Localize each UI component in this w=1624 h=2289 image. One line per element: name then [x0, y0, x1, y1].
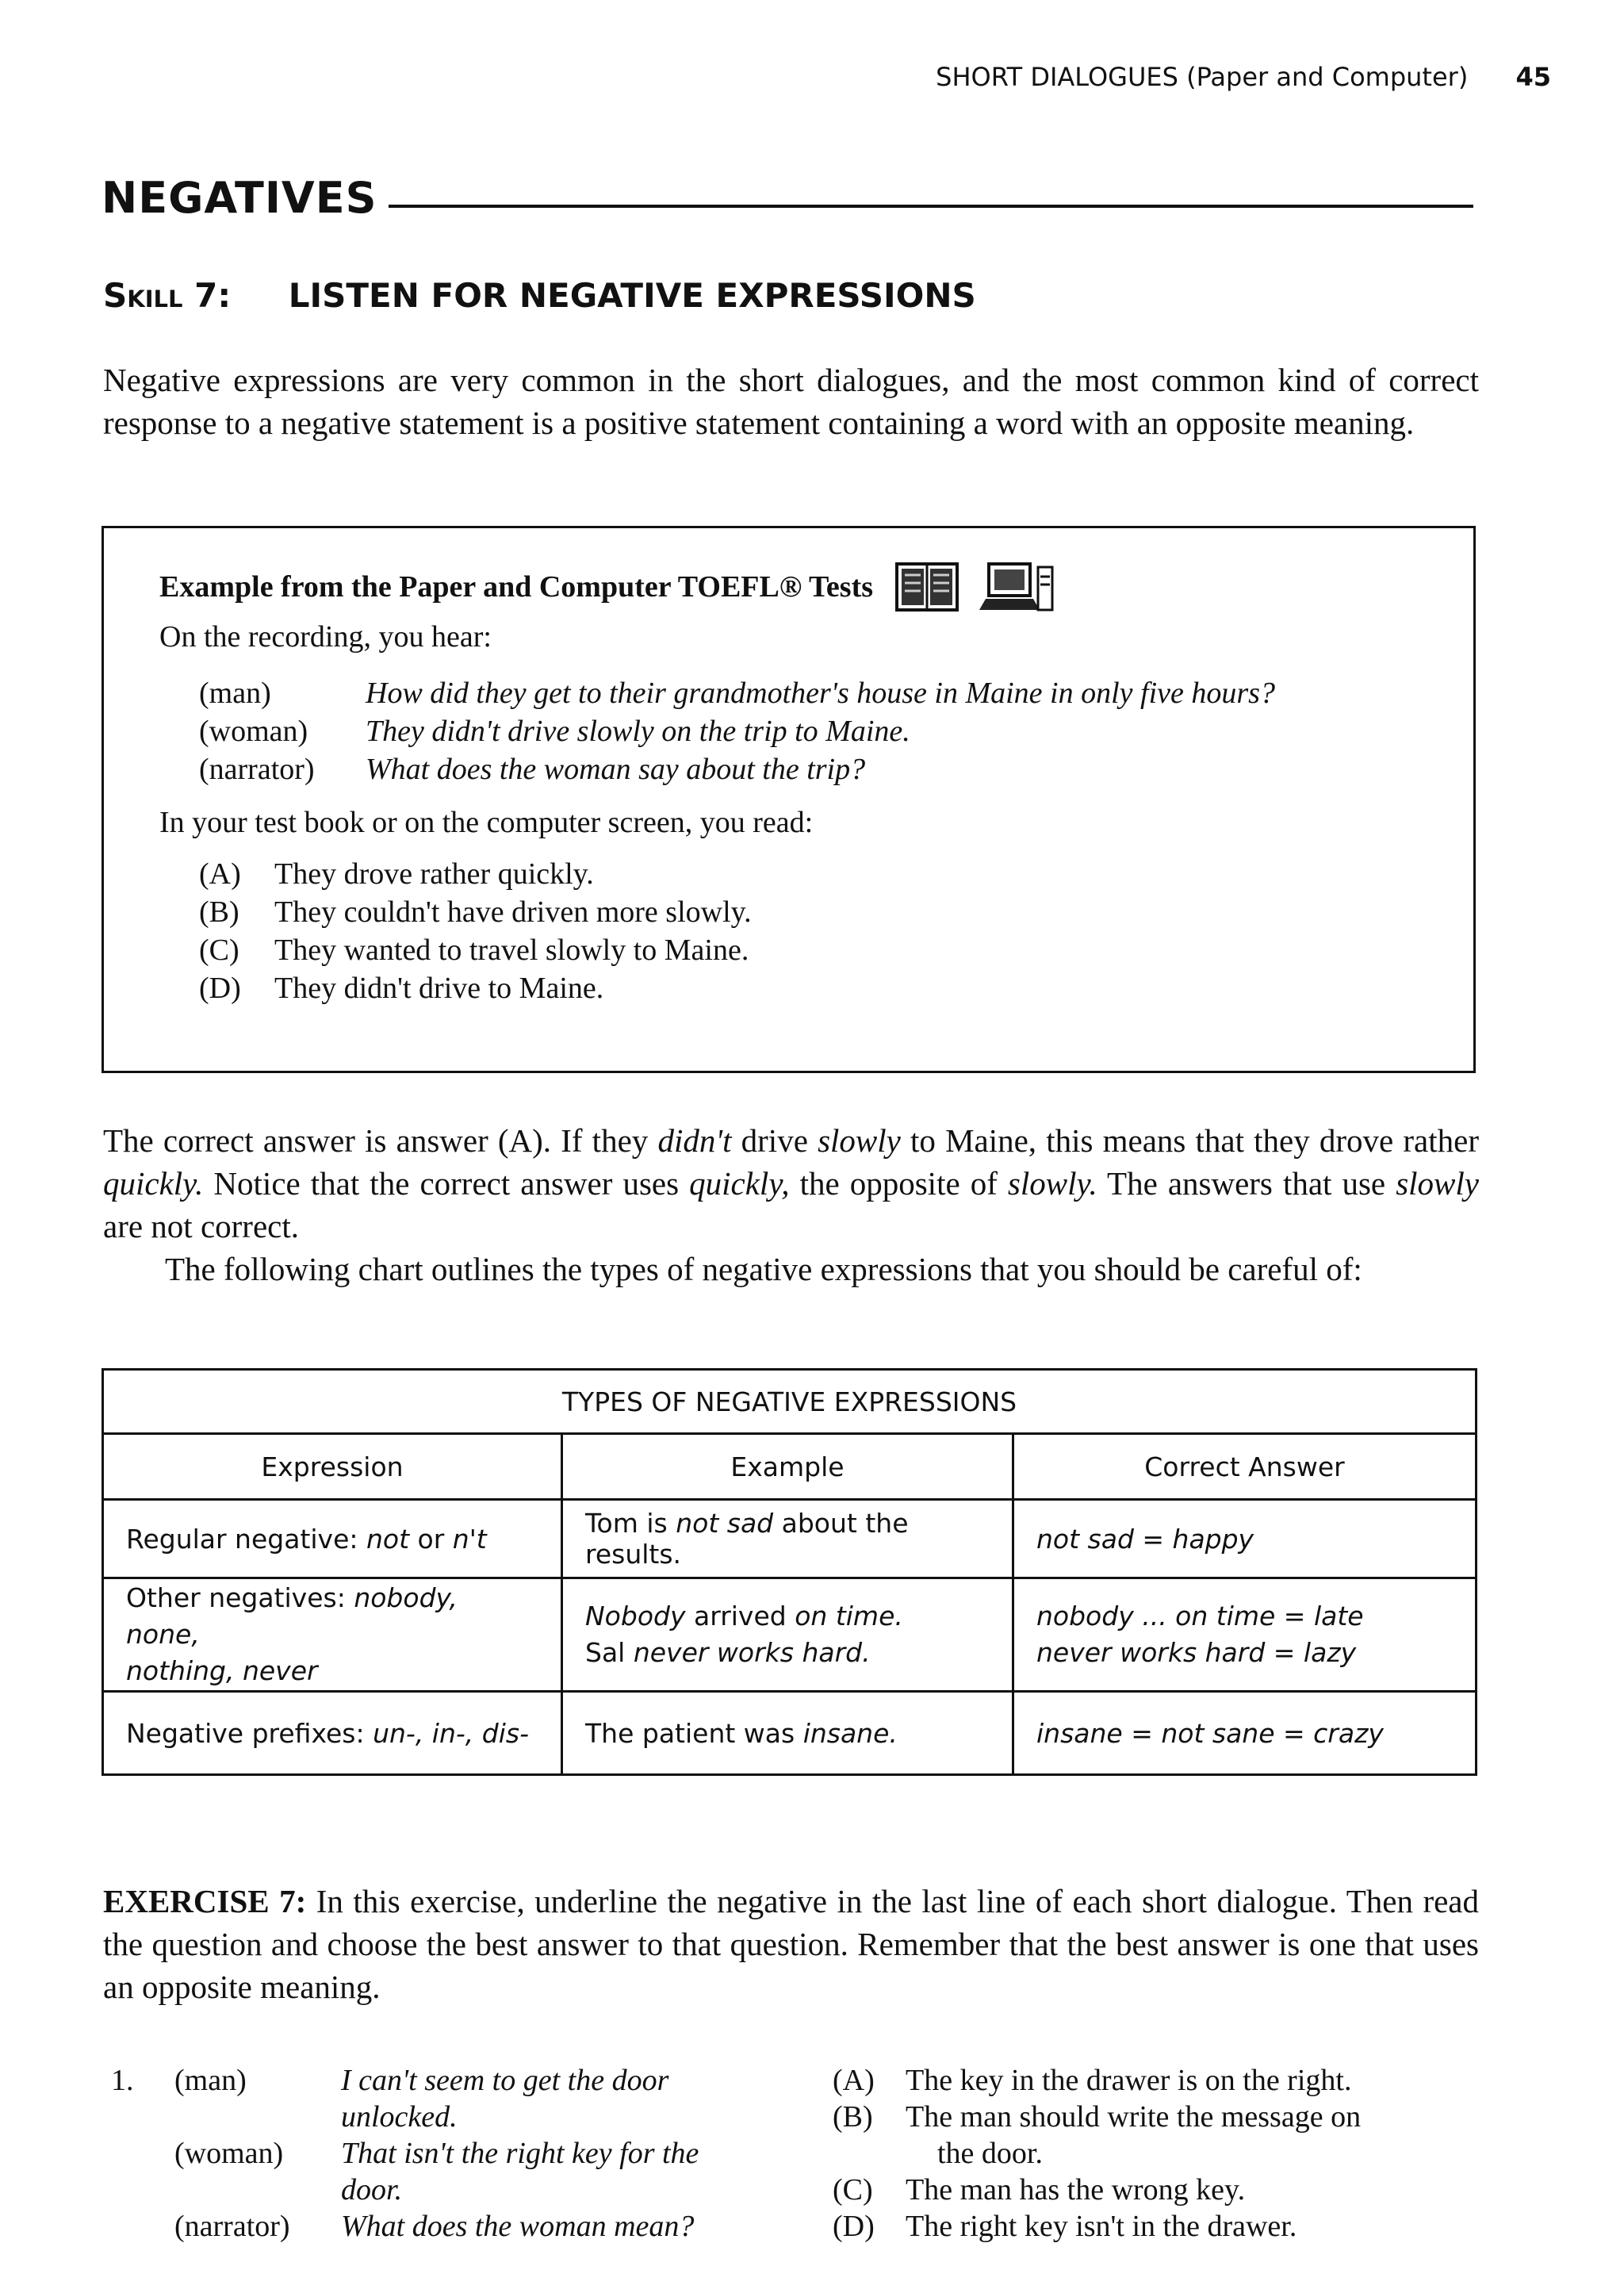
example-cell: The patient was insane.: [562, 1692, 1013, 1775]
explanation-paragraph-1: The correct answer is answer (A). If they didn't drive slowly to Maine, this means that they drove rather quickly. Notice that the correct answer uses quickly, the opposite of slowly. The answers that use slowly are not correct.: [103, 1122, 1479, 1244]
speaker: (woman): [199, 715, 308, 748]
expression-cell: Other negatives: nobody, none, nothing, never: [103, 1578, 562, 1692]
dialogue-text: They didn't drive slowly on the trip to Maine.: [366, 715, 910, 748]
option-letter: (B): [833, 2100, 873, 2134]
exercise-instructions: [103, 1880, 1479, 2008]
option-text: They didn't drive to Maine.: [274, 972, 604, 1005]
option-text: The man should write the message on: [906, 2100, 1362, 2134]
speaker: (narrator): [174, 2210, 290, 2243]
dialogue-line: [159, 750, 1442, 788]
example-cell: Nobody arrived on time. Sal never works hard.: [562, 1578, 1013, 1692]
answer-option[interactable]: [833, 2099, 1491, 2135]
option-letter: (B): [199, 895, 239, 929]
answer-option[interactable]: [833, 2208, 1491, 2245]
answer-cell: insane = not sane = crazy: [1013, 1692, 1477, 1775]
dialogue-text: What does the woman mean?: [341, 2210, 695, 2243]
running-header: [936, 62, 1551, 92]
section-title: [102, 173, 1473, 223]
example-cell: Tom is not sad about the results.: [562, 1500, 1013, 1578]
example-box: [102, 526, 1476, 1073]
intro-text: Negative expressions are very common in the short dialogues, and the most common kind of correct response to a negative statement is a positive statement containing a word with an opposite meaning.: [103, 362, 1479, 441]
answer-option: [159, 855, 1442, 893]
computer-icon: [975, 562, 1054, 612]
speaker: (man): [199, 677, 271, 710]
exercise-label: EXERCISE 7:: [103, 1883, 307, 1919]
example-options: [159, 855, 1442, 1007]
intro-paragraph: [103, 358, 1479, 444]
answer-option[interactable]: [833, 2062, 1491, 2099]
expression-cell: Negative prefixes: un-, in-, dis-: [103, 1692, 562, 1775]
dialogue-text: I can't seem to get the door: [341, 2064, 669, 2097]
exercise-text: In this exercise, underline the negative in the last line of each short dialogue. Then read the question and choose the best answer to that question. Remember that the best answer is one that uses an opposite meaning.: [103, 1883, 1479, 2005]
answer-option: [159, 893, 1442, 931]
column-header: Expression: [103, 1434, 562, 1500]
option-letter: (C): [199, 934, 239, 967]
section-title-text: NEGATIVES: [102, 173, 377, 223]
read-label: In your test book or on the computer screen, you read:: [159, 806, 814, 839]
option-letter: (A): [199, 857, 241, 891]
question-number: 1.: [111, 2064, 134, 2097]
speaker: (woman): [174, 2137, 284, 2170]
question-1-options: [833, 2062, 1491, 2245]
question-1-dialogue: [111, 2062, 745, 2245]
column-header: Correct Answer: [1013, 1434, 1477, 1500]
option-letter: (A): [833, 2064, 875, 2097]
option-letter: (D): [199, 972, 241, 1005]
example-dialogue: [159, 674, 1442, 788]
page-number: 45: [1515, 62, 1551, 92]
table-caption: TYPES OF NEGATIVE EXPRESSIONS: [103, 1370, 1477, 1434]
option-text: the door.: [937, 2137, 1043, 2170]
speaker: (narrator): [199, 753, 315, 786]
option-text: They drove rather quickly.: [274, 857, 594, 891]
dialogue-text: What does the woman say about the trip?: [366, 753, 866, 786]
skill-label: Skill 7:: [103, 276, 232, 315]
option-letter: (D): [833, 2210, 875, 2243]
skill-heading: [103, 276, 976, 315]
speaker: (man): [174, 2064, 247, 2097]
negative-expressions-table: [102, 1368, 1477, 1776]
answer-cell: nobody ... on time = late never works hard = lazy: [1013, 1578, 1477, 1692]
answer-option[interactable]: [833, 2172, 1491, 2208]
option-text: They wanted to travel slowly to Maine.: [274, 934, 749, 967]
option-text: They couldn't have driven more slowly.: [274, 895, 752, 929]
example-heading: [159, 563, 1442, 611]
book-icon: [895, 562, 959, 612]
explanation: [103, 1119, 1479, 1290]
example-heading-text: Example from the Paper and Computer TOEFL® Tests: [159, 570, 874, 604]
answer-option: [159, 931, 1442, 969]
skill-title: LISTEN FOR NEGATIVE EXPRESSIONS: [288, 276, 976, 315]
answer-option-continued: [833, 2135, 1491, 2172]
option-text: The right key isn't in the drawer.: [906, 2210, 1297, 2243]
table-row: [103, 1692, 1477, 1775]
dialogue-line: [159, 712, 1442, 750]
expression-cell: Regular negative: not or n't: [103, 1500, 562, 1578]
table-row: [103, 1578, 1477, 1692]
dialogue-text: That isn't the right key for the: [341, 2137, 699, 2170]
option-text: The man has the wrong key.: [906, 2173, 1246, 2207]
table-row: [103, 1500, 1477, 1578]
section-title-rule: [389, 205, 1473, 208]
option-text: The key in the drawer is on the right.: [906, 2064, 1352, 2097]
explanation-paragraph-2: The following chart outlines the types of negative expressions that you should be careful of:: [165, 1251, 1362, 1287]
dialogue-text: unlocked.: [341, 2100, 458, 2134]
column-header: Example: [562, 1434, 1013, 1500]
option-letter: (C): [833, 2173, 873, 2207]
answer-option: [159, 969, 1442, 1007]
answer-cell: not sad = happy: [1013, 1500, 1477, 1578]
hear-label: On the recording, you hear:: [159, 620, 492, 654]
dialogue-text: How did they get to their grandmother's house in Maine in only five hours?: [366, 677, 1275, 710]
dialogue-text: door.: [341, 2173, 403, 2207]
dialogue-line: [159, 674, 1442, 712]
running-title: SHORT DIALOGUES (Paper and Computer): [936, 62, 1469, 92]
